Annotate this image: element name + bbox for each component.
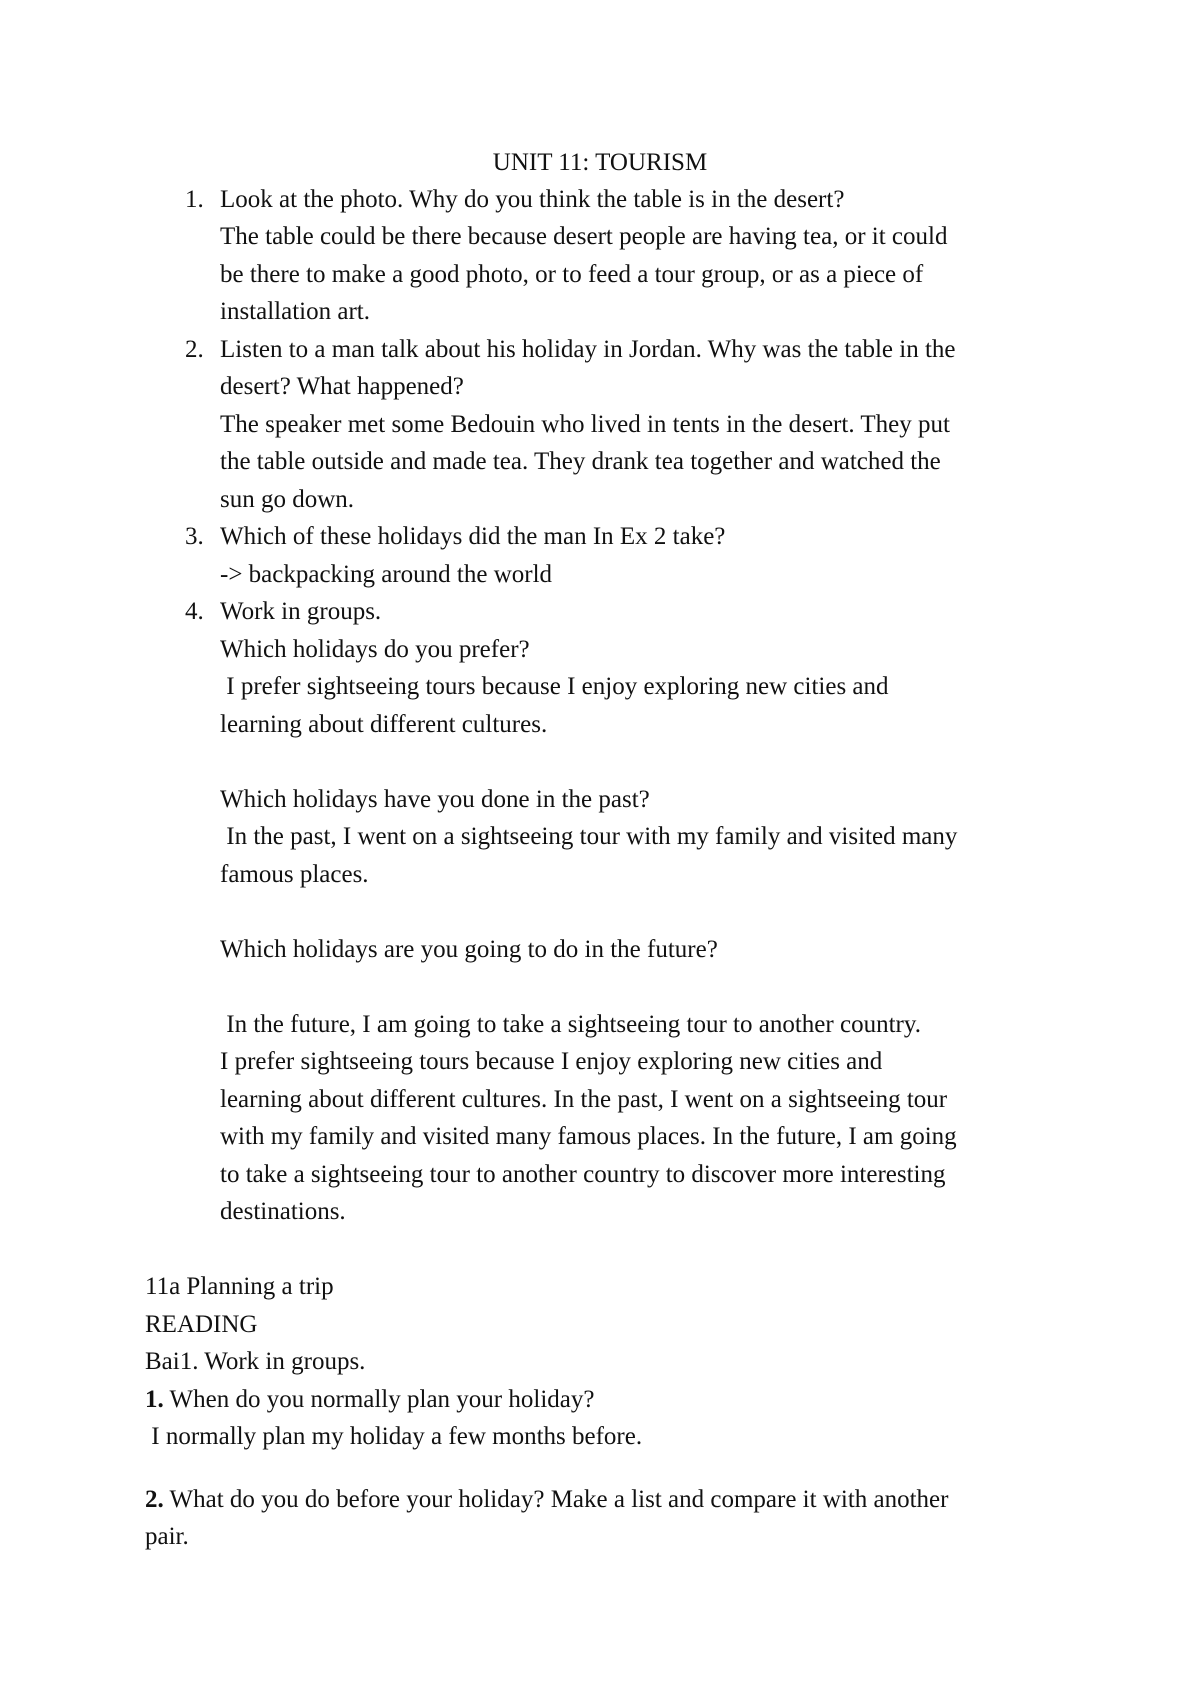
- exercise-answer-line: -> backpacking around the world: [220, 561, 553, 588]
- exercise-answer-line: The speaker met some Bedouin who lived in tents in the desert. They put: [220, 411, 950, 438]
- reading-answer-1: I normally plan my holiday a few months before.: [145, 1423, 643, 1450]
- exercise-answer-line: to take a sightseeing tour to another country to discover more interesting: [220, 1161, 946, 1188]
- exercise-question: Which holidays have you done in the past?: [220, 786, 650, 813]
- exercise-answer-line: famous places.: [220, 861, 369, 888]
- exercise-question: Which holidays do you prefer?: [220, 636, 530, 663]
- exercise-answer-line: learning about different cultures.: [220, 711, 548, 738]
- exercise-answer-line: In the past, I went on a sightseeing tour with my family and visited many: [220, 823, 958, 850]
- section-subheading: READING: [145, 1311, 258, 1338]
- exercise-answer-line: I prefer sightseeing tours because I enjoy exploring new cities and: [220, 1048, 883, 1075]
- section-task: Bai1. Work in groups.: [145, 1348, 366, 1375]
- exercise-answer-line: be there to make a good photo, or to feed a tour group, or as a piece of: [220, 261, 924, 288]
- reading-question-2: [145, 1485, 948, 1515]
- question-text: What do you do before your holiday? Make a list and compare it with another: [163, 1486, 949, 1513]
- exercise-answer-line: with my family and visited many famous places. In the future, I am going: [220, 1123, 957, 1150]
- exercise-question: Listen to a man talk about his holiday in Jordan. Why was the table in the: [220, 336, 956, 363]
- exercise-answer-line: I prefer sightseeing tours because I enjoy exploring new cities and: [220, 673, 889, 700]
- page-title: UNIT 11: TOURISM: [492, 149, 708, 176]
- exercise-answer-line: the table outside and made tea. They drank tea together and watched the: [220, 448, 941, 475]
- exercise-answer-line: In the future, I am going to take a sightseeing tour to another country.: [220, 1011, 921, 1038]
- exercise-question: desert? What happened?: [220, 373, 464, 400]
- exercise-answer-line: The table could be there because desert people are having tea, or it could: [220, 223, 948, 250]
- exercise-question: Which of these holidays did the man In Ex 2 take?: [220, 523, 726, 550]
- exercise-question: Look at the photo. Why do you think the table is in the desert?: [220, 186, 845, 213]
- exercise-answer-line: sun go down.: [220, 486, 355, 513]
- reading-question-1: [145, 1385, 594, 1415]
- exercise-answer-line: destinations.: [220, 1198, 346, 1225]
- question-text: When do you normally plan your holiday?: [163, 1386, 595, 1413]
- question-number: 2.: [145, 1486, 164, 1513]
- exercise-answer-line: learning about different cultures. In the past, I went on a sightseeing tour: [220, 1086, 948, 1113]
- exercise-number: 1.: [185, 186, 204, 213]
- exercise-number: 3.: [185, 523, 204, 550]
- exercise-number: 4.: [185, 598, 204, 625]
- exercise-question: Which holidays are you going to do in the future?: [220, 936, 718, 963]
- reading-question-2-continuation: pair.: [145, 1523, 189, 1550]
- section-heading: 11a Planning a trip: [145, 1273, 334, 1300]
- exercise-number: 2.: [185, 336, 204, 363]
- exercise-question: Work in groups.: [220, 598, 382, 625]
- exercise-answer-line: installation art.: [220, 298, 370, 325]
- question-number: 1.: [145, 1386, 164, 1413]
